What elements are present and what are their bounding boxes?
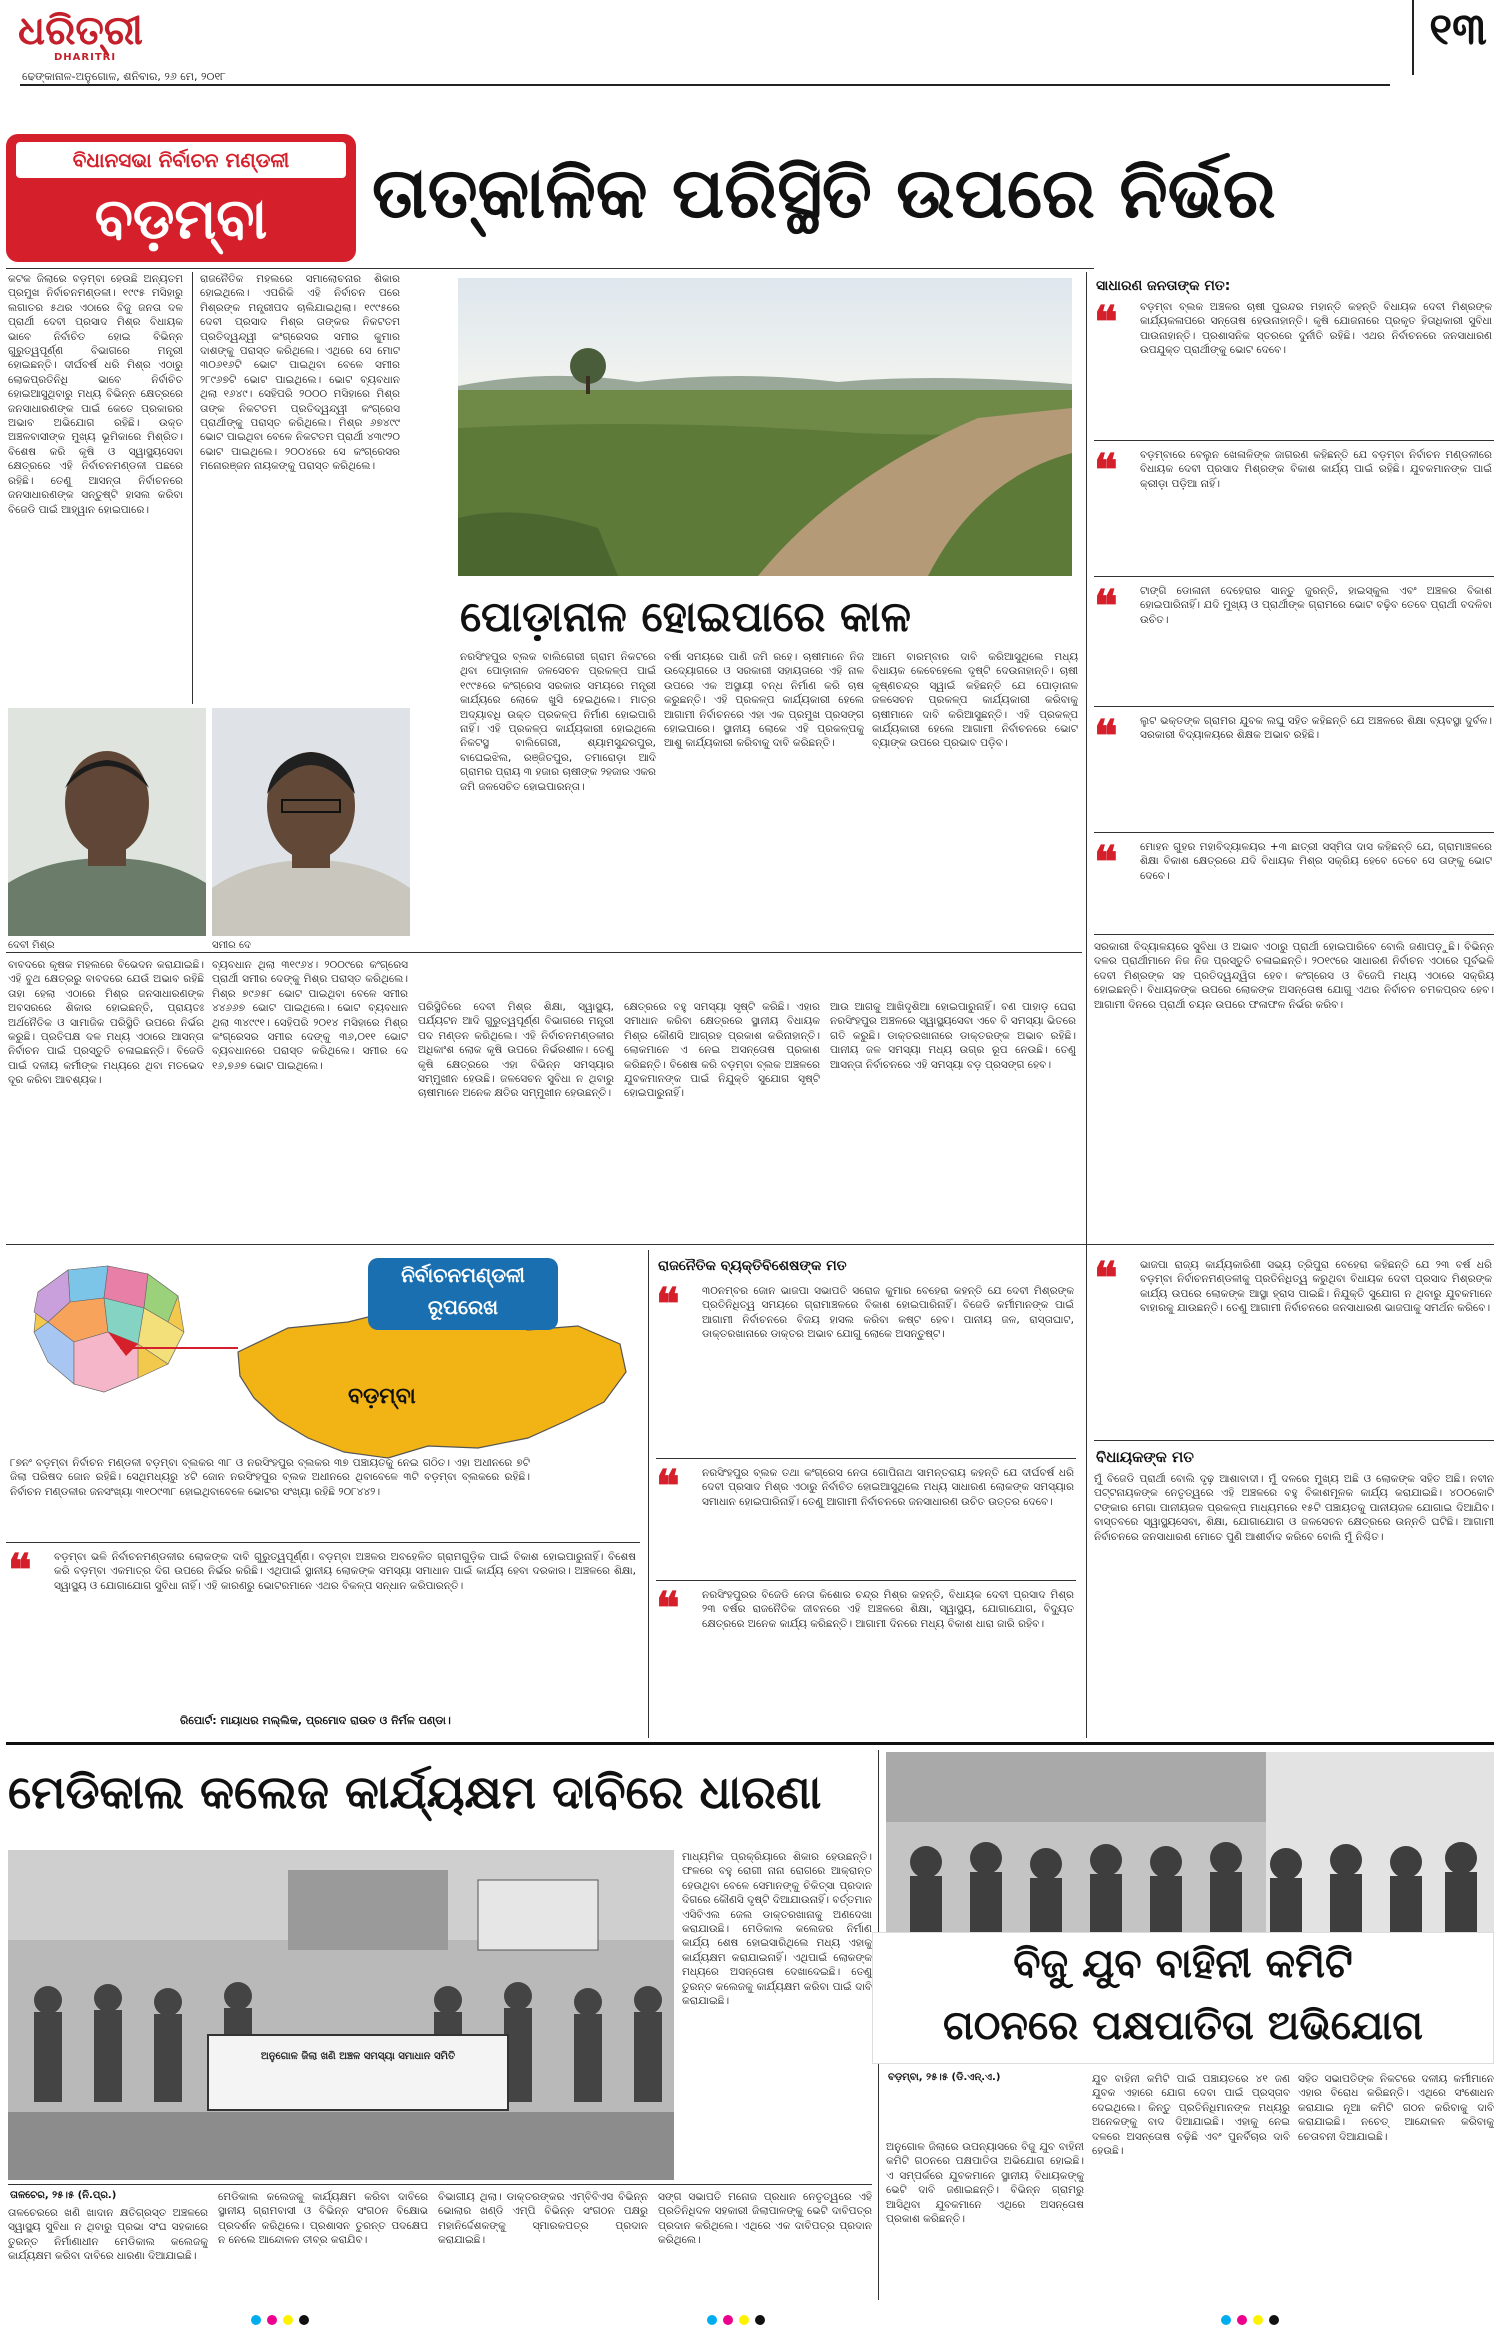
print-color-marks — [0, 2306, 1500, 2335]
protest-photo — [8, 1850, 674, 2180]
quote-icon: ❝ — [1094, 1253, 1118, 1304]
history-col-4: କ୍ଷେତ୍ରରେ ବହୁ ସମସ୍ୟା ସୃଷ୍ଟି କରିଛି। ଏହାର ସମାଧାନ କରିବା କ୍ଷେତ୍ରରେ ସ୍ଥାନୀୟ ବିଧାୟକ ମିଶ୍ର କୌଣସି ଆଗ୍ରହ ପ୍ରକାଶ କରିନାହାନ୍ତି। ଲୋକମାନେ ଏ ନେଇ ଅସନ୍ତୋଷ ପ୍ରକାଶ କରିଛନ୍ତି। ବିଶେଷ କରି ବଡ଼ମ୍ବା ବ୍ଲକ ଅଞ୍ଚଳରେ ଯୁବକମାନଙ୍କ ପାଇଁ ନିଯୁକ୍ତି ସୁଯୋଗ ସୃଷ୍ଟି ହୋଇପାରୁନାହିଁ। — [624, 1001, 820, 1100]
photo-caption-2: ସମୀର ଦେ — [212, 940, 251, 951]
constituency-map — [8, 1252, 640, 1530]
opinion-divider — [1094, 440, 1494, 441]
bottom-quote-text: ବଡ଼ମ୍ବା ଭଳି ନିର୍ବାଚନମଣ୍ଡଳୀର ଲୋକଙ୍କ ଦାବି ଗୁରୁତ୍ୱପୂର୍ଣ୍ଣ। ବଡ଼ମ୍ବା ଅଞ୍ଚଳର ଅବହେଳିତ ଗ୍ରାମଗୁଡ଼ିକ ପାଇଁ ବିକାଶ ହୋଇପାରୁନାହିଁ। ବିଶେଷ କରି ବଡ଼ମ୍ବା ଏକମାତ୍ର ଦିଗ ଉପରେ ନିର୍ଭର କରିଛି। ଏଥିପାଇଁ ସ୍ଥାନୀୟ ଲୋକଙ୍କ ସମସ୍ୟା ସମାଧାନ ପାଇଁ କାର୍ଯ୍ୟ ହେବା ଦରକାର। ଅଞ୍ଚଳରେ ଶିକ୍ଷା, ସ୍ୱାସ୍ଥ୍ୟ ଓ ଯୋଗାଯୋଗ ସୁବିଧା ନାହିଁ। ଏହି କାରଣରୁ ଭୋଟରମାନେ ଏଥର ବିକଳ୍ପ ସନ୍ଧାନ କରିପାରନ୍ତି। — [54, 1551, 636, 1592]
political-divider-right — [1086, 1250, 1087, 1738]
report-byline: ରିପୋର୍ଟ: ମାୟାଧର ମଲ୍ଲିକ, ପ୍ରମୋଦ ରାଉତ ଓ ନିର୍ମଳ ପଣ୍ଡା। — [180, 1714, 451, 1727]
mla-top-rule — [1094, 1440, 1494, 1441]
photo-caption-1: ଦେବୀ ମିଶ୍ର — [8, 940, 55, 951]
medical-right-text: ମାଧ୍ୟମିକ ପ୍ରକ୍ରିୟାରେ ଶିକାର ହେଉଛନ୍ତି। ଫଳରେ ବହୁ ରୋଗୀ ନାନା ରୋଗରେ ଆକ୍ରାନ୍ତ ହେଉଥିବା ବେଳେ ସେମାନଙ୍କୁ ଚିକିତ୍ସା ପ୍ରଦାନ ଦିଗରେ କୌଣସି ଦୃଷ୍ଟି ଦିଆଯାଉନାହିଁ। ବର୍ତ୍ତମାନ ଏସିବିଏଲ ଜେଲ ଡାକ୍ତରଖାନାକୁ ଅଣଦେଖା କରାଯାଉଛି। ମେଡିକାଲ କଲେଜର ନିର୍ମାଣ କାର୍ଯ୍ୟ ଶେଷ ହୋଇସାରିଥିଲେ ମଧ୍ୟ ଏହାକୁ କାର୍ଯ୍ୟକ୍ଷମ କରାଯାଇନାହିଁ। ଏଥିପାଇଁ ଲୋକଙ୍କ ମଧ୍ୟରେ ଅସନ୍ତୋଷ ଦେଖାଦେଇଛି। ତେଣୁ ତୁରନ୍ତ କଲେଜକୁ କାର୍ଯ୍ୟକ୍ଷମ କରିବା ପାଇଁ ଦାବି କରାଯାଇଛି। — [682, 1851, 872, 2008]
map-description: ୮୭ନଂ ବଡ଼ମ୍ବା ନିର୍ବାଚନ ମଣ୍ଡଳୀ ବଡ଼ମ୍ବା ବ୍ଲକର ୩୮ ଓ ନରସିଂହପୁର ବ୍ଲକର ୩୭ ପଞ୍ଚାୟତକୁ ନେଇ ଗଠିତ। ଏହା ଅଧୀନରେ ୭ଟି ଜିଲା ପରିଷଦ ଜୋନ ରହିଛି। ସେଥିମଧ୍ୟରୁ ୪ଟି ଜୋନ ନରସିଂହପୁର ବ୍ଲକ ଅଧୀନରେ ଥିବାବେଳେ ୩ଟି ବଡ଼ମ୍ବା ବ୍ଲକରେ ରହିଛି। ନିର୍ବାଚନ ମଣ୍ଡଳୀର ଜନସଂଖ୍ୟା ୩୧୦୯୩୮ ହୋଇଥିବାବେଳେ ଭୋଟର ସଂଖ୍ୟା ରହିଛି ୨୦୮୪୪୨। — [10, 1457, 530, 1498]
political-item-1 — [656, 1279, 1076, 1452]
quote-icon: ❝ — [8, 1545, 32, 1596]
public-opinion-title: ସାଧାରଣ ଜନତାଙ୍କ ମତ: — [1096, 278, 1231, 294]
quote-icon: ❝ — [1094, 837, 1118, 888]
constituency-badge — [6, 134, 356, 262]
mid-rule — [6, 1244, 1494, 1245]
medical-col-3: ବିଭାଗୀୟ ଥିଲା। ଡାକ୍ତରଙ୍କର ଏମ୍‌ବିବିଏସ ବିଭିନ୍ନ ଭୋଲାର ଖଣ୍ଡି ଏମ୍‌ପି ବିଭିନ୍ନ ସଂଗଠନ ପକ୍ଷରୁ ମହାନିର୍ଦ୍ଦେଶକଙ୍କୁ ସ୍ମାରକପତ୍ର ପ୍ରଦାନ କରାଯାଇଛି। — [438, 2191, 648, 2247]
bottom-quote-rule — [6, 1542, 640, 1543]
protest-banner-text: ଅନୁଗୋଳ ଜିଲା ଖଣି ଅଞ୍ଚଳ ସମସ୍ୟା ସମାଧାନ ସମିତି — [260, 2051, 456, 2062]
constituency-kicker — [16, 142, 346, 178]
logo-text: ଧରିତ୍ରୀ — [18, 8, 143, 54]
page-number-rule — [1412, 0, 1414, 75]
bijay-col-3: ସହିତ ସଭାପତିଙ୍କ ନିକଟରେ ଦଳୀୟ କର୍ମୀମାନେ ଏହାର ବିରୋଧ କରିଛନ୍ତି। ଏଥିରେ ସଂଶୋଧନ କରାଯାଇ ନୂଆ କମିଟି ଗଠନ କରିବାକୁ ଦାବି କରାଯାଇଛି। ନଚେତ୍ ଆନ୍ଦୋଳନ କରିବାକୁ ଚେତାବନୀ ଦିଆଯାଇଛି। — [1298, 2073, 1494, 2143]
bijay-headline-line1: ବିଜୁ ଯୁବ ବାହିନୀ କମିଟି — [1013, 1941, 1353, 1987]
medical-bottom-rule — [8, 2184, 872, 2185]
history-col-5: ଆଉ ଆଗକୁ ଆଖିଦୃଶିଆ ହୋଇପାରୁନାହିଁ। ବଣ ପାହାଡ଼ ଘେରା ନରସିଂହପୁର ଅଞ୍ଚଳରେ ସ୍ୱାସ୍ଥ୍ୟସେବା ଏବେ ବି ସମସ୍ୟା ଭିତରେ ଗତି କରୁଛି। ଡାକ୍ତରଖାନାରେ ଡାକ୍ତରଙ୍କ ଅଭାବ ରହିଛି। ପାନୀୟ ଜଳ ସମସ୍ୟା ମଧ୍ୟ ଉଗ୍ର ରୂପ ନେଉଛି। ତେଣୁ ଆସନ୍ତା ନିର୍ବାଚନରେ ଏହି ସମସ୍ୟା ବଡ଼ ପ୍ରସଙ୍ଗ ହେବ। — [830, 1001, 1076, 1071]
kala-col-1: ନରସିଂହପୁର ବ୍ଲକ ବାଲିଗେରୀ ଗ୍ରାମ ନିକଟରେ ଥିବା ପୋଡ଼ାନାଳ ଜଳସେଚନ ପ୍ରକଳ୍ପ ପାଇଁ ୧୯୯୫ରେ କଂଗ୍ରେସ ସରକାର ସମୟରେ ମନ୍ତ୍ରୀ କାର୍ଯ୍ୟରେ ଲୋକେ ଖୁସି ହେଇଥିଲେ। ମାତ୍ର ଅଦ୍ୟାବଧି ଉକ୍ତ ପ୍ରକଳ୍ପ ନିର୍ମାଣ ହୋଇପାରି ନାହିଁ। ଏହି ପ୍ରକଳ୍ପ କାର୍ଯ୍ୟକାରୀ ହୋଇଥିଲେ ନିକଟସ୍ଥ ବାଲିଗେରୀ, ଶ୍ୟାମସୁନ୍ଦରପୁର, ବାଘେଇଝିଲ, ରଞ୍ଜିତପୁର, ତମାରୋଡ଼ା ଆଦି ଗ୍ରାମର ପ୍ରାୟ ୩ ହଜାର ଚାଷୀଙ୍କ ୨ହଜାର ଏକର ଜମି ଜଳସେଚିତ ହୋଇପାରନ୍ତା। — [460, 651, 656, 793]
opinion-item-2 — [1094, 446, 1494, 572]
medical-dateline: ତାଳଚେର, ୨୫।୫ (ନି.ପ୍ର.) — [10, 2190, 117, 2201]
bijay-headline-box — [872, 1932, 1494, 2064]
political-rule — [656, 1458, 1076, 1459]
logo-sub: DHARITRI — [54, 52, 117, 63]
opinion-divider — [1094, 576, 1494, 577]
constituency-name: ବଡ଼ମ୍ବା — [94, 187, 268, 252]
bjp-note — [1094, 1253, 1494, 1432]
opinion-item-5 — [1094, 838, 1494, 930]
lead-right-divider — [1086, 272, 1087, 1272]
history-col-2: ବ୍ୟବଧାନ ଥିଲା ୩୧୯୬୪। ୨୦୦୯ରେ କଂଗ୍ରେସ ପ୍ରାର୍ଥୀ ସମୀର ଦେଙ୍କୁ ମିଶ୍ର ପରାସ୍ତ କରିଥିଲେ। ମିଶ୍ର ୭୯୬୫୮ ଭୋଟ ପାଇଥିବା ବେଳେ ସମୀର ୪୪୬୬୭ ଭୋଟ ପାଇଥିଲେ। ଭୋଟ ବ୍ୟବଧାନ ଥିଲା ୩୪୯୯୧। ସେହିପରି ୨୦୧୪ ମସିହାରେ ମିଶ୍ର କଂଗ୍ରେସର ସମୀର ଦେଙ୍କୁ ୩୬,୦୧୧ ଭୋଟ ବ୍ୟବଧାନରେ ପରାସ୍ତ କରିଥିଲେ। ସମୀର ଦେ ୧୬,୭୬୭ ଭୋଟ ପାଇଥିଲେ। — [212, 959, 408, 1072]
map-banner-line2: ରୂପରେଖ — [427, 1295, 499, 1319]
lead-headline: ତାତ୍କାଳିକ ପରିସ୍ଥିତି ଉପରେ ନିର୍ଭର — [372, 152, 1276, 234]
bottom-quote — [8, 1545, 638, 1698]
political-rule — [656, 1580, 1076, 1581]
bijay-col-1: ଅନୁଗୋଳ ଜିଲାରେ ଉପନ୍ୟାସରେ ବିଜୁ ଯୁବ ବାହିନୀ କମିଟି ଗଠନରେ ପକ୍ଷପାତିତା ଅଭିଯୋଗ ହୋଇଛି। ଏ ସମ୍ପର୍କରେ ଯୁବକମାନେ ସ୍ଥାନୀୟ ବିଧାୟକଙ୍କୁ ଭେଟି ଦାବି ଜଣାଇଛନ୍ତି। ବିଭିନ୍ନ ଗ୍ରାମରୁ ଆସିଥିବା ଯୁବକମାନେ ଏଥିରେ ଅସନ୍ତୋଷ ପ୍ରକାଶ କରିଛନ୍ତି। — [886, 2141, 1084, 2226]
medical-col-1: ତାଳଚେରରେ ଖଣି ଖାଦାନ କ୍ଷତିଗ୍ରସ୍ତ ଅଞ୍ଚଳରେ ସ୍ୱାସ୍ଥ୍ୟ ସୁବିଧା ନ ଥିବାରୁ ପ୍ରଭା ସଂଘ ସହକାରେ ତୁରନ୍ତ ନିର୍ମାଣାଧୀନ ମେଡିକାଲ କଲେଜକୁ କାର୍ଯ୍ୟକ୍ଷମ କରିବା ଦାବିରେ ଧାରଣା ଦିଆଯାଇଛି। — [8, 2207, 208, 2263]
opinion-text: ଟାଙ୍ଗି ଡୋଳାନୀ ଦେହେରାର ସାନ୍ତୁ ଜୁରନ୍ତି, ହାଇସ୍କୁଲ ଏବଂ ଅଞ୍ଚଳର ବିକାଶ ହୋଇପାରିନାହିଁ। ଯଦି ମୁଖ୍ୟ ଓ ପ୍ରାର୍ଥୀଙ୍କ ଗ୍ରାମରେ ଭୋଟ ବଢ଼ିବ ତେବେ ପ୍ରାର୍ଥୀ ବଦଳିବା ଉଚିତ। — [1140, 585, 1492, 626]
history-col-3: ପରିସ୍ଥିତିରେ ଦେବୀ ମିଶ୍ର ଶିକ୍ଷା, ସ୍ୱାସ୍ଥ୍ୟ, ପର୍ଯ୍ୟଟନ ଆଦି ଗୁରୁତ୍ୱପୂର୍ଣ୍ଣ ବିଭାଗରେ ମନ୍ତ୍ରୀ ପଦ ମଣ୍ଡନ କରିଥିଲେ। ଏହି ନିର୍ବାଚନମଣ୍ଡଳୀର ଅଧିକାଂଶ ଲୋକ କୃଷି ଉପରେ ନିର୍ଭରଶୀଳ। ତେଣୁ କୃଷି କ୍ଷେତ୍ରରେ ଏହା ବିଭିନ୍ନ ସମସ୍ୟାର ସମ୍ମୁଖୀନ ହେଉଛି। ଜଳସେଚନ ସୁବିଧା ନ ଥିବାରୁ ଚାଷୀମାନେ ଅନେକ କ୍ଷତିର ସମ୍ମୁଖୀନ ହେଉଛନ୍ତି। — [418, 1001, 614, 1100]
political-text: ୩୦ନମ୍ବର ଜୋନ ଭାଜପା ସଭାପତି ସରୋଜ କୁମାର ବେହେରା କହନ୍ତି ଯେ ଦେବୀ ମିଶ୍ରଙ୍କ ପ୍ରତିନିଧିତ୍ୱ ସମୟରେ ଗ୍ରାମାଞ୍ଚଳରେ ବିକାଶ ହୋଇପାରିନାହିଁ। ବିଜେଡି କର୍ମୀମାନଙ୍କ ପାଇଁ ଆଗାମୀ ନିର୍ବାଚନରେ ବିଜୟ ହାସଲ କରିବା କଷ୍ଟ ହେବ। ପାନୀୟ ଜଳ, ରାସ୍ତାଘାଟ, ଡାକ୍ତରଖାନାରେ ଡାକ୍ତର ଅଭାବ ଯୋଗୁ ଲୋକେ ଅସନ୍ତୁଷ୍ଟ। — [702, 1285, 1074, 1341]
mla-title: ବିଧାୟକଙ୍କ ମତ — [1096, 1448, 1194, 1466]
kala-col-3: ଆମେ ବାରମ୍ବାର ଦାବି କରିଆସୁଥିଲେ ମଧ୍ୟ ବିଧାୟକ କେବେହେଲେ ଦୃଷ୍ଟି ଦେଉନାହାନ୍ତି। ଚାଷୀ କୃଷ୍ଣଚନ୍ଦ୍ର ସ୍ୱାଇଁ କହିଛନ୍ତି ଯେ ପୋଡ଼ାନାଳ ଜଳସେଚନ ପ୍ରକଳ୍ପ କାର୍ଯ୍ୟକାରୀ କରିବାକୁ ଚାଷୀମାନେ ଦାବି କରିଆସୁଛନ୍ତି। ଏହି ପ୍ରକଳ୍ପ କାର୍ଯ୍ୟକାରୀ ହେଲେ ଆଗାମୀ ନିର୍ବାଚନରେ ଭୋଟ ବ୍ୟାଙ୍କ ଉପରେ ପ୍ରଭାବ ପଡ଼ିବ। — [872, 651, 1078, 750]
opinion-bottom-rule — [1094, 934, 1494, 935]
political-text: ନରସିଂହପୁରର ବିଜେଡି ନେତା କିଶୋର ଚନ୍ଦ୍ର ମିଶ୍ର କହନ୍ତି, ବିଧାୟକ ଦେବୀ ପ୍ରସାଦ ମିଶ୍ର ୨୩ ବର୍ଷର ରାଜନୈତିକ ଜୀବନରେ ଏହି ଅଞ୍ଚଳରେ ଶିକ୍ଷା, ସ୍ୱାସ୍ଥ୍ୟ, ଯୋଗାଯୋଗ, ବିଦ୍ୟୁତ କ୍ଷେତ୍ରରେ ଅନେକ କାର୍ଯ୍ୟ କରିଛନ୍ତି। ଆଗାମୀ ଦିନରେ ମଧ୍ୟ ବିକାଶ ଧାରା ଜାରି ରହିବ। — [702, 1589, 1074, 1630]
history-col-1: ବାବଦରେ କୃଷକ ମହଲରେ ବିଭେଦନ କରାଯାଇଛି। ଏହି ବୁଥ କ୍ଷେତ୍ରରୁ ବାବଦରେ ଯେଉଁ ଅଭାବ ରହିଛି ତାହା ହେଲା ଏଠାରେ ମିଶ୍ର ଜନସାଧାରଣଙ୍କ ଅବସରରେ ଶିକାର ହୋଇଛନ୍ତି, ପ୍ରାୟତଃ ଅର୍ଥନୈତିକ ଓ ସାମାଜିକ ପରିସ୍ଥିତି ଉପରେ ନିର୍ଭର କରୁଛି। ପ୍ରତିପକ୍ଷ ଦଳ ମଧ୍ୟ ଏଠାରେ ଆସନ୍ତା ନିର୍ବାଚନ ପାଇଁ ପ୍ରସ୍ତୁତି ଚଳାଇଛନ୍ତି। ବିଜେଡି ପାଇଁ ଦଳୀୟ କର୍ମୀଙ୍କ ମଧ୍ୟରେ ଥିବା ମତଭେଦ ଦୂର କରିବା ଆବଶ୍ୟକ। — [8, 959, 204, 1087]
bjp-note-text: ଭାଜପା ରାଜ୍ୟ କାର୍ଯ୍ୟକାରିଣୀ ସଭ୍ୟ ତ୍ରିପୁରା ବେହେରା କହିଛନ୍ତି ଯେ ୨୩ ବର୍ଷ ଧରି ବଡ଼ମ୍ବା ନିର୍ବାଚନମଣ୍ଡଳୀକୁ ପ୍ରତିନିଧିତ୍ୱ କରୁଥିବା ବିଧାୟକ ଦେବୀ ପ୍ରସାଦ ମିଶ୍ରଙ୍କ କାର୍ଯ୍ୟ ଉପରେ ଲୋକଙ୍କ ଆସ୍ଥା ହ୍ରାସ ପାଇଛି। ନିଯୁକ୍ତି ସୁଯୋଗ ନ ଥିବାରୁ ଯୁବକମାନେ ବାହାରକୁ ଯାଉଛନ୍ତି। ତେଣୁ ଆଗାମୀ ନିର୍ବାଚନରେ ଜନସାଧାରଣ ଭାଜପାକୁ ସମର୍ଥନ କରିବେ। — [1140, 1259, 1492, 1315]
opinion-item-4 — [1094, 712, 1494, 828]
map-banner-line1: ନିର୍ବାଚନମଣ୍ଡଳୀ — [401, 1263, 525, 1287]
lead-header — [0, 104, 1500, 264]
quote-icon: ❝ — [1094, 711, 1118, 762]
lead-col-1: କଟକ ଜିଲାରେ ବଡ଼ମ୍ବା ହେଉଛି ଅନ୍ୟତମ ପ୍ରମୁଖ ନିର୍ବାଚନମଣ୍ଡଳୀ। ୧୯୯୫ ମସିହାରୁ ଲଗାତର ୫ଥର ଏଠାରେ ବିଜୁ ଜନତା ଦଳ ପ୍ରାର୍ଥୀ ଦେବୀ ପ୍ରସାଦ ମିଶ୍ର ବିଧାୟକ ଭାବେ ନିର୍ବାଚିତ ହୋଇ ବିଭିନ୍ନ ଗୁରୁତ୍ୱପୂର୍ଣ୍ଣ ବିଭାଗରେ ମନ୍ତ୍ରୀ ହୋଇଛନ୍ତି। ଦୀର୍ଘବର୍ଷ ଧରି ମିଶ୍ର ଏଠାରୁ ଲୋକପ୍ରତିନିଧି ଭାବେ ନିର୍ବାଚିତ ହୋଇଆସୁଥିବାରୁ ମଧ୍ୟ ବିଭିନ୍ନ କ୍ଷେତ୍ରରେ ଜନସାଧାରଣଙ୍କ ପାଇଁ କେତେ ପ୍ରକାରର ଅଭାବ ଅଭିଯୋଗ ରହିଛି। ଉକ୍ତ ଅଞ୍ଚଳବାସୀଙ୍କ ମୁଖ୍ୟ ଭୂମିକାରେ ମିଶ୍ରିତ। ବିଶେଷ କରି କୃଷି ଓ ସ୍ୱାସ୍ଥ୍ୟସେବା କ୍ଷେତ୍ରରେ ଏହି ନିର୍ବାଚନମଣ୍ଡଳୀ ପଛରେ ରହିଛି। ତେଣୁ ଆସନ୍ତା ନିର୍ବାଚନରେ ଜନସାଧାରଣଙ୍କ ସନ୍ତୁଷ୍ଟି ହାସଲ କରିବା ବିଜେଡି ପାଇଁ ଆହ୍ୱାନ ହୋଇପାରେ। — [8, 273, 183, 516]
kala-headline: ପୋଡ଼ାନାଳ ହୋଇପାରେ କାଳ — [460, 592, 911, 641]
political-title: ରାଜନୈତିକ ବ୍ୟକ୍ତିବିଶେଷଙ୍କ ମତ — [658, 1258, 847, 1274]
constituency-outline — [238, 1312, 626, 1458]
quote-icon: ❝ — [656, 1583, 680, 1634]
candidate-photo-1 — [8, 708, 206, 936]
opinion-item-1 — [1094, 298, 1494, 436]
kicker-text: ବିଧାନସଭା ନିର୍ବାଚନ ମଣ୍ଡଳୀ — [72, 148, 290, 172]
public-opinion-after: ସରକାରୀ ବିଦ୍ୟାଳୟରେ ସୁବିଧା ଓ ଅଭାବ ଏଠାରୁ ପ୍ରାର୍ଥୀ ହୋଇପାରିବେ ବୋଲି ଜଣାପଡ଼ୁଛି। ବିଭିନ୍ନ ଦଳର ପ୍ରାର୍ଥୀମାନେ ନିଜ ନିଜ ପ୍ରସ୍ତୁତି ଚଳାଇଛନ୍ତି। ୨୦୧୯ରେ ସାଧାରଣ ନିର୍ବାଚନ ଏଠାରେ ପୂର୍ବଭଳି ଦେବୀ ମିଶ୍ରଙ୍କ ସହ ପ୍ରତିଦ୍ୱନ୍ଦ୍ୱିତା ହେବ। କଂଗ୍ରେସ ଓ ବିଜେପି ମଧ୍ୟ ଏଠାରେ ସକ୍ରିୟ ହୋଇଛନ୍ତି। ବିଧାୟକଙ୍କ ଉପରେ ଲୋକଙ୍କ ଅସନ୍ତୋଷ ଯୋଗୁ ଏଥର ନିର୍ବାଚନ ଚମକପ୍ରଦ ହେବ। ଆଗାମୀ ଦିନରେ ପ୍ରାର୍ଥୀ ଚୟନ ଉପରେ ଫଳାଫଳ ନିର୍ଭର କରିବ। — [1094, 941, 1494, 1011]
masthead — [0, 0, 1500, 100]
opinion-text: ବଡ଼ମ୍ବା ବ୍ଲକ ଅଞ୍ଚଳର ଚାଷୀ ପୁରନ୍ଦର ମହାନ୍ତି କହନ୍ତି ବିଧାୟକ ଦେବୀ ମିଶ୍ରଙ୍କ କାର୍ଯ୍ୟକଳାପରେ ସନ୍ତୋଷ ହେଉନାହାନ୍ତି। କୃଷି ଯୋଜନାରେ ପ୍ରକୃତ ହିତାଧିକାରୀ ସୁବିଧା ପାଉନାହାନ୍ତି। ପ୍ରଶାସନିକ ସ୍ତରରେ ଦୁର୍ନୀତି ରହିଛି। ଏଥର ନିର୍ବାଚନରେ ଜନସାଧାରଣ ଉପଯୁକ୍ତ ପ୍ରାର୍ଥୀଙ୍କୁ ଭୋଟ ଦେବେ। — [1140, 301, 1492, 357]
lead-col-divider — [192, 272, 193, 704]
dateline-bar — [20, 84, 1390, 86]
state-map — [34, 1266, 238, 1392]
field-photo — [458, 278, 1072, 576]
quote-icon: ❝ — [1094, 581, 1118, 632]
political-item-3 — [656, 1583, 1076, 1734]
dateline: ଢେଙ୍କାନାଳ-ଅନୁଗୋଳ, ଶନିବାର, ୨୬ ମେ, ୨୦୧୮ — [22, 70, 226, 83]
opinion-item-3 — [1094, 582, 1494, 702]
opinion-text: ବଡ଼ମ୍ବାରେ ବେଲୁନ ଖେଳାଳିଙ୍କ ଜାଗରଣ କହିଛନ୍ତି ଯେ ବଡ଼ମ୍ବା ନିର୍ବାଚନ ମଣ୍ଡଳୀରେ ବିଧାୟକ ଦେବୀ ପ୍ରସାଦ ମିଶ୍ରଙ୍କ ବିକାଶ କାର୍ଯ୍ୟ ପାଇଁ ରହିଛି। ଯୁବକମାନଙ୍କ ପାଇଁ କ୍ରୀଡ଼ା ପଡ଼ିଆ ନାହିଁ। — [1140, 449, 1492, 490]
section-divider-thick — [6, 1742, 1494, 1745]
history-top-rule — [6, 952, 1082, 953]
map-banner — [368, 1258, 558, 1330]
quote-icon: ❝ — [1094, 445, 1118, 496]
opinion-text: ଲୁଟ ଭକ୍ତଙ୍କ ଗ୍ରାମର ଯୁବକ ଲଘୁ ସହିତ କହିଛନ୍ତି ଯେ ଅଞ୍ଚଳରେ ଶିକ୍ଷା ବ୍ୟବସ୍ଥା ଦୁର୍ବଳ। ସରକାରୀ ବିଦ୍ୟାଳୟରେ ଶିକ୍ଷକ ଅଭାବ ରହିଛି। — [1140, 715, 1492, 742]
political-item-2 — [656, 1461, 1076, 1574]
opinion-divider — [1094, 706, 1494, 707]
bijay-dateline: ବଡ଼ମ୍ବା, ୨୫।୫ (ଡି.ଏନ୍‌.ଏ.) — [888, 2072, 1001, 2083]
mla-text: ମୁଁ ବିଜେଡି ପ୍ରାର୍ଥୀ ବୋଲି ଦୃଢ଼ ଆଶାବାଦୀ। ମୁଁ ଦଳରେ ମୁଖ୍ୟ ଅଛି ଓ ଲୋକଙ୍କ ସହିତ ଅଛି। ନବୀନ ପଟ୍ଟନାୟକଙ୍କ ନେତୃତ୍ୱରେ ଏହି ଅଞ୍ଚଳରେ ବହୁ ବିକାଶମୂଳକ କାର୍ଯ୍ୟ କରାଯାଇଛି। ୪୦୦କୋଟି ଟଙ୍କାର ମେଗା ପାନୀୟଜଳ ପ୍ରକଳ୍ପ ମାଧ୍ୟମରେ ୧୫ଟି ପଞ୍ଚାୟତକୁ ପାନୀୟଜଳ ଯୋଗାଇ ଦିଆଯିବ। ବାସ୍ତବରେ ସ୍ୱାସ୍ଥ୍ୟସେବା, ଶିକ୍ଷା, ଯୋଗାଯୋଗ ଓ ଜଳସେଚନ କ୍ଷେତ୍ରରେ ଉନ୍ନତି ଘଟିଛି। ଆଗାମୀ ନିର୍ବାଚନରେ ଜନସାଧାରଣ ମୋତେ ପୁଣି ଆଶୀର୍ବାଦ କରିବେ ବୋଲି ମୁଁ ନିଶ୍ଚିତ। — [1094, 1473, 1494, 1543]
kala-col-2: ବର୍ଷା ସମୟରେ ପାଣି ଜମି ରହେ। ଚାଷୀମାନେ ନିଜ ଉଦ୍ୟୋଗରେ ଓ ସରକାରୀ ସହାୟତାରେ ଏହି ନାଳ ଉପରେ ଏକ ଅସ୍ଥାୟୀ ବନ୍ଧ ନିର୍ମାଣ କରି ଚାଷ କରୁଛନ୍ତି। ଏହି ପ୍ରକଳ୍ପ କାର୍ଯ୍ୟକାରୀ ହେଲେ ଆଗାମୀ ନିର୍ବାଚନରେ ଏହା ଏକ ପ୍ରମୁଖ ପ୍ରସଙ୍ଗ ହୋଇପାରେ। ସ୍ଥାନୀୟ ଲୋକେ ଏହି ପ୍ରକଳ୍ପକୁ ଆଶୁ କାର୍ଯ୍ୟକାରୀ କରିବାକୁ ଦାବି କରିଛନ୍ତି। — [664, 651, 864, 750]
bijay-col-2: ଯୁବ ବାହିନୀ କମିଟି ପାଇଁ ପଞ୍ଚାୟତରେ ୪୧ ଜଣ ଯୁବକ ଏହାରେ ଯୋଗ ଦେବା ପାଇଁ ପ୍ରସ୍ତାବ ଦେଇଥିଲେ। କିନ୍ତୁ ପ୍ରତିନିଧିମାନଙ୍କ ମଧ୍ୟରୁ ଅନେକଙ୍କୁ ବାଦ ଦିଆଯାଇଛି। ଏହାକୁ ନେଇ ଦଳରେ ଅସନ୍ତୋଷ ବଢ଼ିଛି ଏବଂ ପୁନର୍ବିଚାର ଦାବି ହେଉଛି। — [1092, 2073, 1290, 2158]
medical-col-4: ସଙ୍ଗ ସଭାପତି ମନୋଜ ପ୍ରଧାନ ନେତୃତ୍ୱରେ ଏହି ପ୍ରତିନିଧିଦଳ ସହକାରୀ ଜିଲାପାଳଙ୍କୁ ଭେଟି ଦାବିପତ୍ର ପ୍ରଦାନ କରିଥିଲେ। ଏଥିରେ ଏକ ଦାବିପତ୍ର ପ୍ରଦାନ କରିଥିଲେ। — [658, 2191, 872, 2247]
opinion-text: ମୋହନ ଗୁହର ମହାବିଦ୍ୟାଳୟର +୩ ଛାତ୍ରୀ ସସ୍ମିତା ଦାସ କହିଛନ୍ତି ଯେ, ଗ୍ରାମାଞ୍ଚଳରେ ଶିକ୍ଷା ବିକାଶ କ୍ଷେତ୍ରରେ ଯଦି ବିଧାୟକ ମିଶ୍ର ସକ୍ରିୟ ହେବେ ତେବେ ସେ ତାଙ୍କୁ ଭୋଟ ଦେବେ। — [1140, 841, 1492, 882]
candidate-photo-2 — [212, 708, 410, 936]
lead-col-2: ରାଜନୈତିକ ମହଲରେ ସମାଲୋଚନାର ଶିକାର ହୋଇଥିଲେ। ଏପରିକି ଏହି ନିର୍ବାଚନ ପରେ ମିଶ୍ରଙ୍କ ମନ୍ତ୍ରୀପଦ ଚାଲିଯାଇଥିଲା। ୧୯୯୫ରେ ଦେବୀ ପ୍ରସାଦ ମିଶ୍ର ତାଙ୍କର ନିକଟତମ ପ୍ରତିଦ୍ୱନ୍ଦ୍ୱୀ କଂଗ୍ରେସର ସମୀର କୁମାର ଦାଶଙ୍କୁ ପରାସ୍ତ କରିଥିଲେ। ଏଥିରେ ସେ ମୋଟ ୩୦୬୧୬ଟି ଭୋଟ ପାଇଥିବା ବେଳେ ସମୀର ୨୮୯୬୭ଟି ଭୋଟ ପାଇଥିଲେ। ଭୋଟ ବ୍ୟବଧାନ ଥିଲା ୧୬୪୯। ସେହିପରି ୨୦୦୦ ମସିହାରେ ମିଶ୍ର ତାଙ୍କ ନିକଟତମ ପ୍ରତିଦ୍ୱନ୍ଦ୍ୱୀ କଂଗ୍ରେସ ପ୍ରାର୍ଥୀଙ୍କୁ ପରାସ୍ତ କରିଥିଲେ। ମିଶ୍ର ୬୭୪୯୯ ଭୋଟ ପାଇଥିବା ବେଳେ ନିକଟତମ ପ୍ରାର୍ଥୀ ୪୩୯୨୦ ଭୋଟ ପାଇଥିଲେ। ୨୦୦୪ରେ ସେ କଂଗ୍ରେସର ମନୋରଞ୍ଜନ ନାୟକଙ୍କୁ ପରାସ୍ତ କରିଥିଲେ। — [200, 273, 400, 473]
medical-col-2: ମେଡିକାଲ କଲେଜକୁ କାର୍ଯ୍ୟକ୍ଷମ କରିବା ଦାବିରେ ସ୍ଥାନୀୟ ଗ୍ରାମବାସୀ ଓ ବିଭିନ୍ନ ସଂଗଠନ ବିକ୍ଷୋଭ ପ୍ରଦର୍ଶନ କରିଥିଲେ। ପ୍ରଶାସନ ତୁରନ୍ତ ପଦକ୍ଷେପ ନ ନେଲେ ଆନ୍ଦୋଳନ ତୀବ୍ର କରାଯିବ। — [218, 2191, 428, 2247]
political-divider-left — [648, 1250, 649, 1738]
medical-headline: ମେଡିକାଲ କଲେଜ କାର୍ଯ୍ୟକ୍ଷମ ଦାବିରେ ଧାରଣା — [8, 1765, 822, 1819]
map-region-label: ବଡ଼ମ୍ବା — [348, 1384, 416, 1409]
page-number: ୧୩ — [1429, 4, 1487, 55]
opinion-divider — [1094, 832, 1494, 833]
political-text: ନରସିଂହପୁର ବ୍ଲକ ତଥା କଂଗ୍ରେସ ନେତା ଗୋପିନାଥ ସାମନ୍ତରାୟ କହନ୍ତି ଯେ ଦୀର୍ଘବର୍ଷ ଧରି ଦେବୀ ପ୍ରସାଦ ମିଶ୍ର ଏଠାରୁ ନିର୍ବାଚିତ ହୋଇଆସୁଥିଲେ ମଧ୍ୟ ସାଧାରଣ ଲୋକଙ୍କ ସମସ୍ୟାର ସମାଧାନ ହୋଇପାରିନାହିଁ। ତେଣୁ ଆଗାମୀ ନିର୍ବାଚନରେ ଜନସାଧାରଣ ଉଚିତ ଉତ୍ତର ଦେବେ। — [702, 1467, 1074, 1508]
bijay-headline-line2: ଗଠନରେ ପକ୍ଷପାତିତା ଅଭିଯୋଗ — [942, 2003, 1423, 2049]
quote-icon: ❝ — [656, 1279, 680, 1330]
quote-icon: ❝ — [1094, 297, 1118, 348]
lead-top-rule — [6, 268, 1094, 269]
logo — [18, 8, 338, 68]
quote-icon: ❝ — [656, 1461, 680, 1512]
